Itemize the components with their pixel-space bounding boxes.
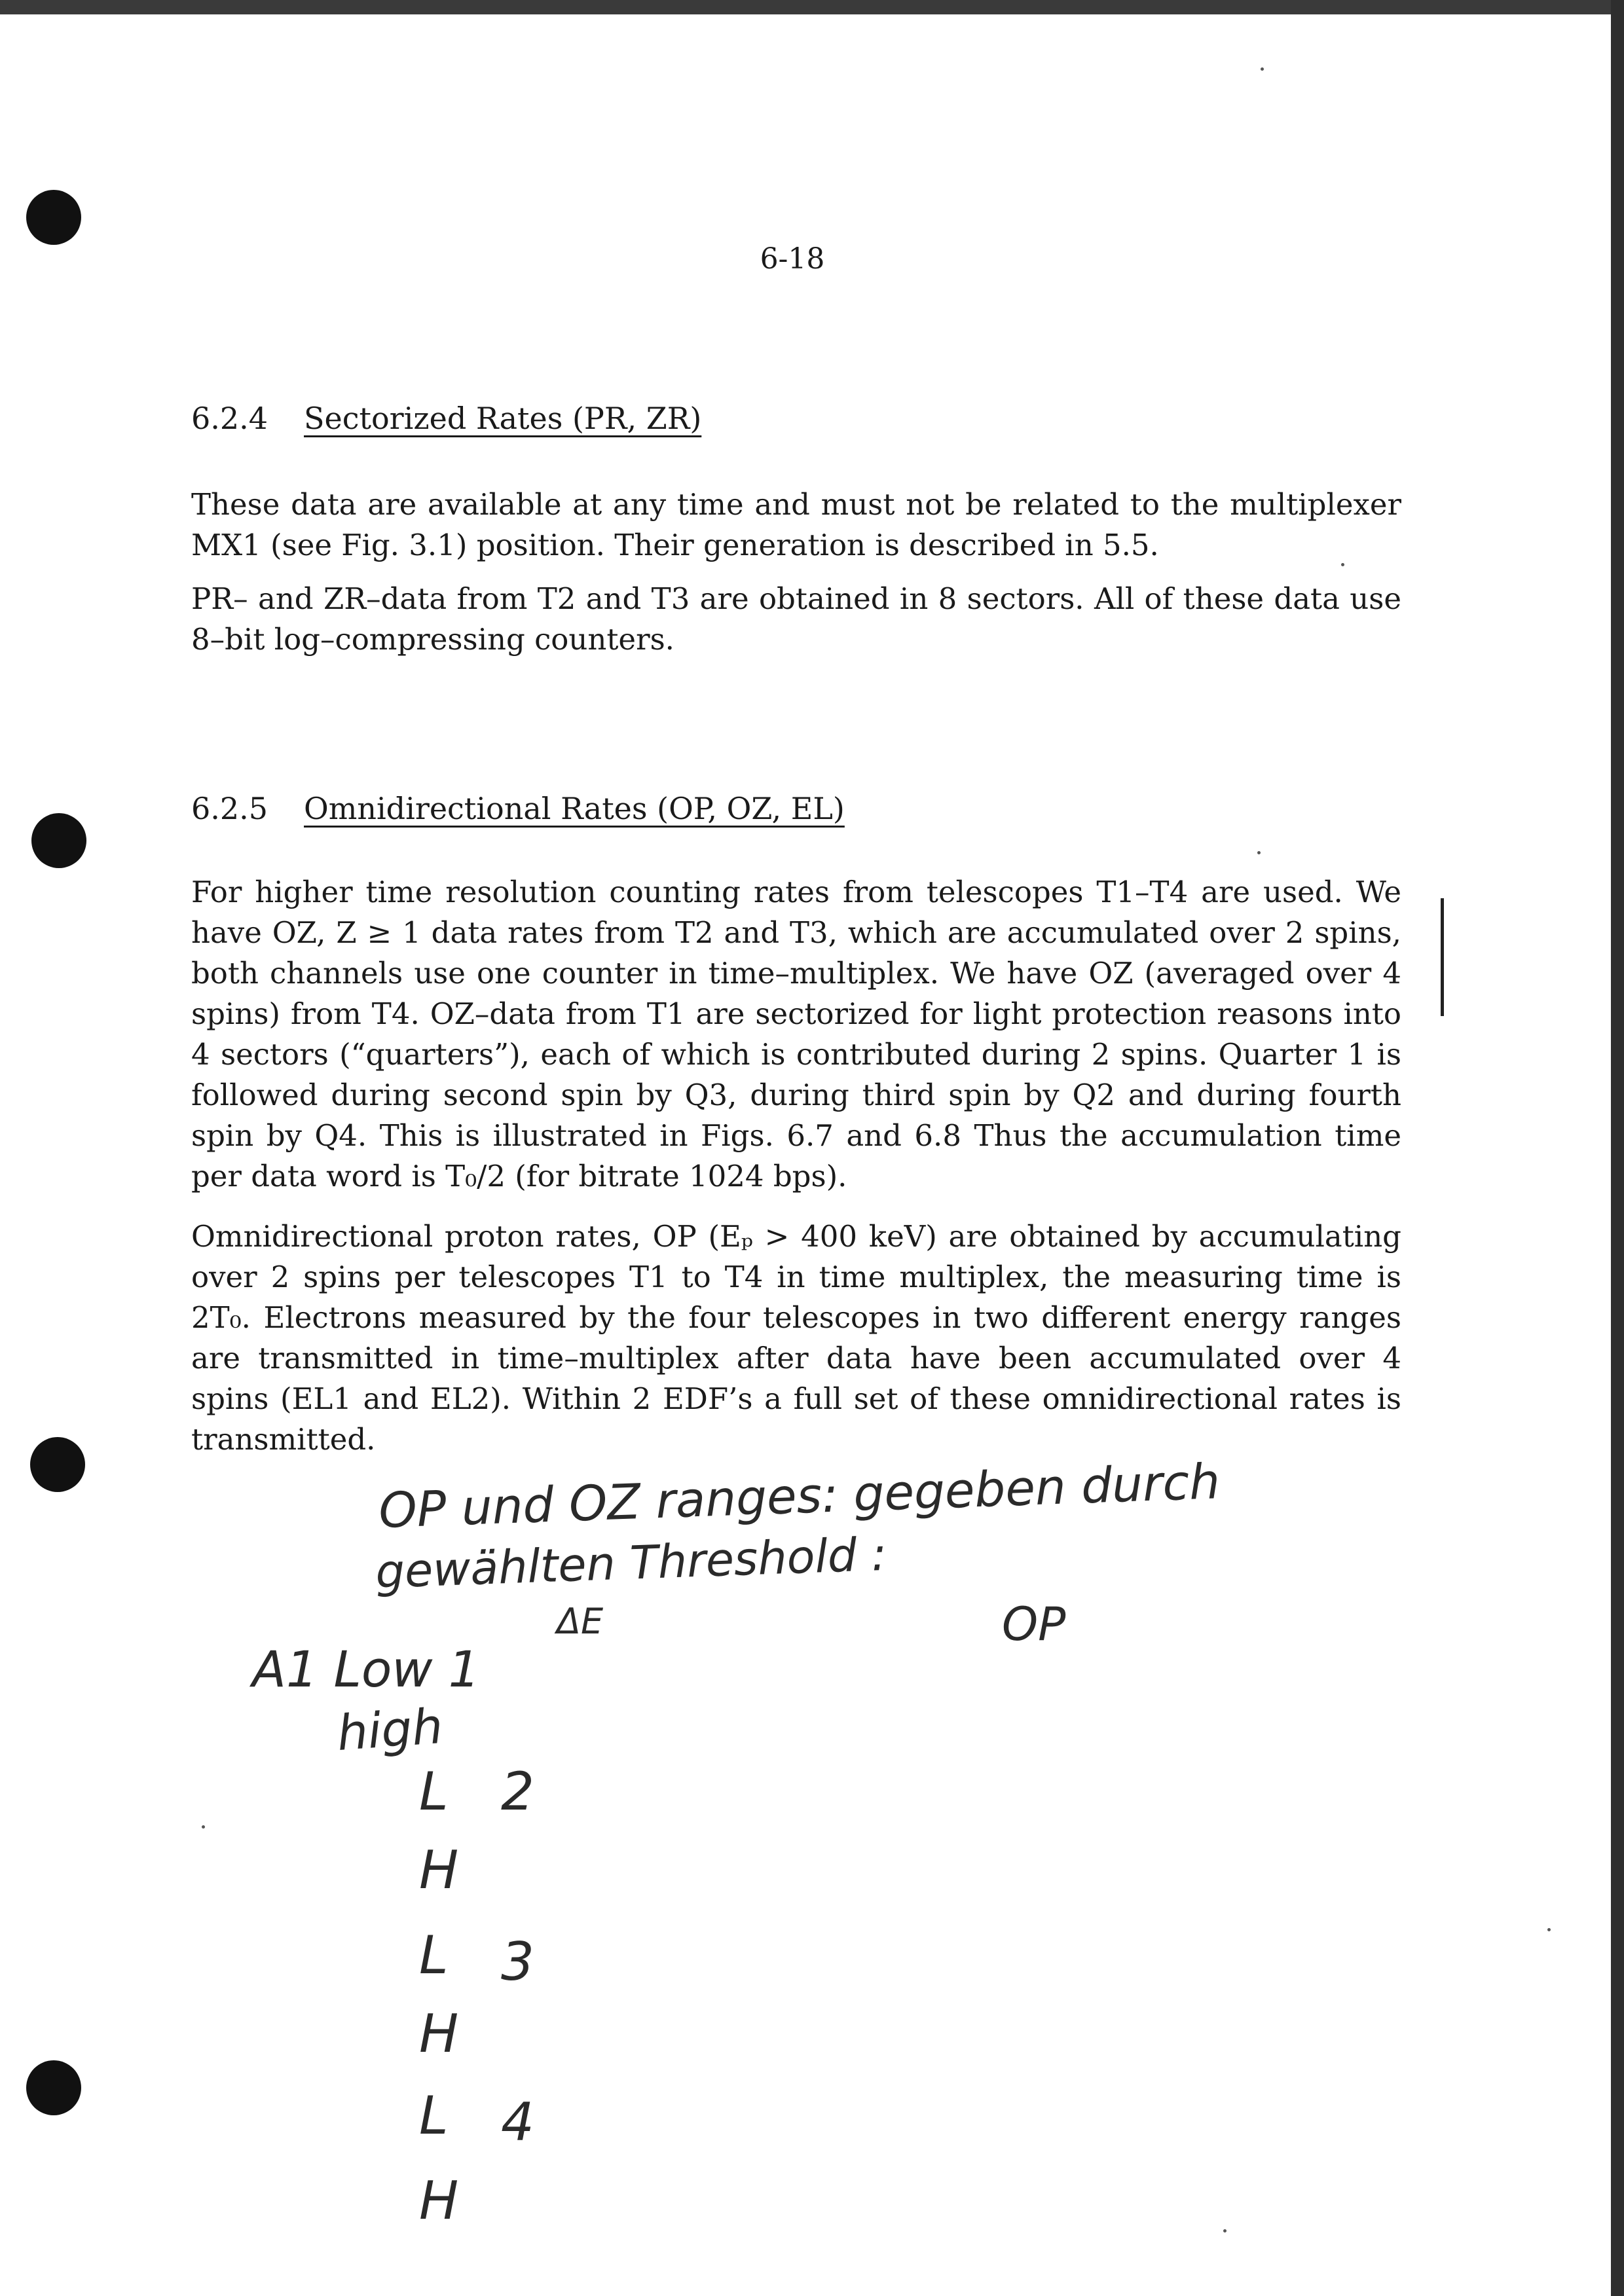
page-number: 6-18: [760, 242, 825, 276]
handwritten-note: gewählten Threshold :: [375, 1527, 888, 1599]
change-bar: [1441, 898, 1444, 1016]
punch-hole: [31, 813, 86, 868]
handwritten-letter: H: [419, 2170, 459, 2231]
section-number: 6.2.5: [191, 791, 268, 826]
scan-border-right: [1611, 0, 1624, 2296]
handwritten-letter: L: [419, 2085, 449, 2146]
punch-hole: [26, 190, 81, 245]
scan-speck: [202, 1825, 205, 1829]
handwritten-letter: H: [419, 1840, 459, 1901]
handwritten-number: 4: [501, 2092, 534, 2153]
punch-hole: [26, 2060, 81, 2115]
scan-speck: [1261, 67, 1264, 71]
scan-speck: [1223, 2229, 1227, 2232]
section-title: Omnidirectional Rates (OP, OZ, EL): [304, 791, 845, 826]
handwritten-delta-e: ΔE: [557, 1601, 604, 1642]
handwritten-letter: L: [419, 1761, 449, 1822]
scan-speck: [1257, 851, 1261, 854]
handwritten-number: 3: [501, 1931, 534, 1992]
scan-border-top: [0, 0, 1624, 14]
handwritten-letter: H: [419, 2003, 459, 2064]
section-title: Sectorized Rates (PR, ZR): [304, 401, 702, 436]
body-paragraph: These data are available at any time and must not be related to the multiplexer MX1 (see Fig. 3.1) position. Their generation is described in 5.5.: [191, 487, 1401, 562]
body-paragraph: For higher time resolution counting rates from telescopes T1–T4 are used. We have OZ, Z ≥ 1 data rates from T2 and T3, which are accumulated over 2 spins, both channels use one counter in time–multiplex. We have OZ (averaged over 4 spins) from T4. OZ–data from T1 are sectorized for light protection reasons into 4 sectors (“quarters”), each of which is contributed during 2 spins. Quarter 1 is followed during second spin by Q3, during third spin by Q2 and during fourth spin by Q4. This is illustrated in Figs. 6.7 and 6.8 Thus the accumulation time per data word is T₀/2 (for bitrate 1024 bps).: [191, 875, 1401, 1194]
handwritten-note: OP und OZ ranges: gegeben durch: [377, 1453, 1221, 1539]
scan-speck: [1547, 1928, 1551, 1931]
handwritten-letter: L: [419, 1925, 449, 1986]
handwritten-number: 2: [501, 1761, 534, 1822]
body-paragraph: PR– and ZR–data from T2 and T3 are obtained in 8 sectors. All of these data use 8–bit log–compressing counters.: [191, 581, 1401, 657]
section-heading: [191, 791, 845, 826]
handwritten-a1-low: A1 Low 1: [252, 1640, 481, 1698]
punch-hole: [30, 1437, 85, 1492]
scan-speck: [1341, 563, 1344, 566]
handwritten-op: OP: [1002, 1597, 1066, 1651]
body-paragraph: Omnidirectional proton rates, OP (Eₚ > 400 keV) are obtained by accumulating over 2 spins per telescopes T1 to T4 in time multiplex, the measuring time is 2T₀. Electrons measured by the four telescopes in two different energy ranges are transmitted in time–multiplex after data have been accumulated over 4 spins (EL1 and EL2). Within 2 EDF’s a full set of these omnidirectional rates is transmitted.: [191, 1219, 1401, 1457]
section-number: 6.2.4: [191, 401, 268, 436]
handwritten-high: high: [335, 1698, 445, 1762]
section-heading: [191, 401, 701, 436]
